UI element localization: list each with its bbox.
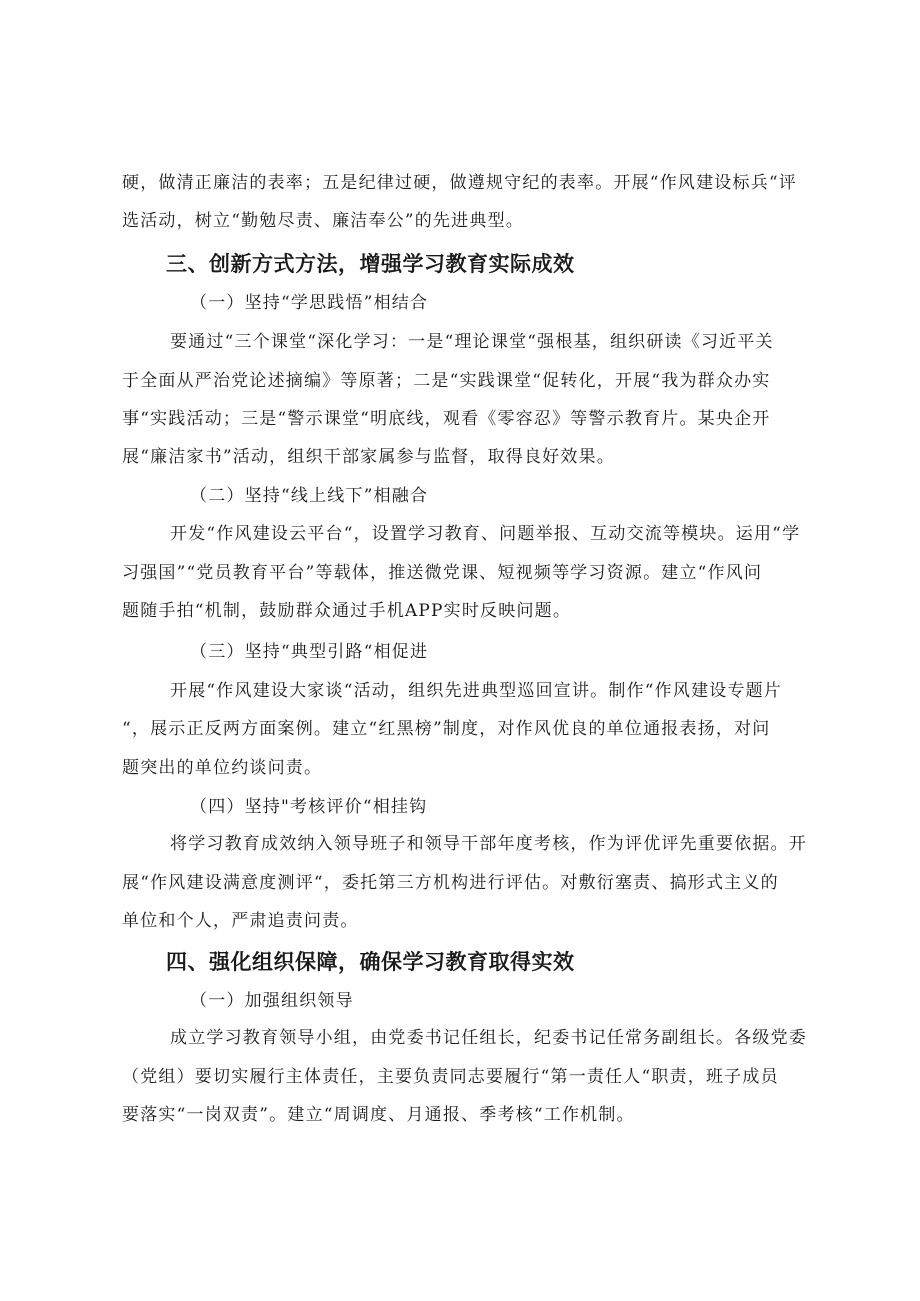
paragraph-line: 题突出的单位约谈问责。 [122,758,323,778]
paragraph-line: 于全面从严治党论述摘编》等原著；二是“实践课堂“促转化，开展“我为群众办实 [122,371,771,391]
subheading-3-3: （三）坚持“典型引路“相促进 [190,642,429,662]
section-heading-4: 四、强化组织保障，确保学习教育取得实效 [166,950,575,974]
subheading-3-4: （四）坚持"考核评价“相挂钩 [190,797,428,817]
paragraph-line: 成立学习教育领导小组，由党委书记任组长，纪委书记任常务副组长。各级党委 [170,1028,807,1048]
paragraph-line: 开发“作风建设云平台“，设置学习教育、问题举报、互动交流等模块。运用“学 [170,524,801,544]
paragraph-line: 事“实践活动；三是“警示课堂“明底线，观看《零容忍》等警示教育片。某央企开 [122,409,771,429]
paragraph-line: 单位和个人，严肃追责问责。 [122,911,359,931]
paragraph-line: 习强国”“党员教育平台”等载体，推送微党课、短视频等学习资源。建立“作风问 [122,563,763,583]
paragraph-line: （党组）要切实履行主体责任，主要负责同志要履行“第一责任人“职责，班子成员 [122,1067,779,1087]
paragraph-line: 将学习教育成效纳入领导班子和领导干部年度考核，作为评优评先重要依据。开 [170,834,807,854]
subheading-3-1: （一）坚持“学思践悟”相结合 [190,293,429,313]
paragraph-line: 开展“作风建设大家谈“活动，组织先进典型巡回宣讲。制作“作风建设专题片 [170,681,783,701]
paragraph-line: 展“廉洁家书”活动，组织干部家属参与监督，取得良好效果。 [122,447,615,467]
paragraph-line: 展“作风建设满意度测评“，委托第三方机构进行评估。对敷衍塞责、搞形式主义的 [122,873,779,893]
section-heading-3: 三、创新方式方法，增强学习教育实际成效 [166,252,575,276]
subheading-3-2: （二）坚持“线上线下”相融合 [190,486,429,506]
paragraph-line: 要落实“一岗双责”。建立“周调度、月通报、季考核“工作机制。 [122,1105,635,1125]
paragraph-line: 题随手拍“机制，鼓励群众通过手机APP实时反映问题。 [122,601,572,621]
paragraph-line: 硬，做清正廉洁的表率；五是纪律过硬，做遵规守纪的表率。开展“作风建设标兵“评 [122,173,797,193]
paragraph-line: 要通过“三个课堂“深化学习：一是“理论课堂“强根基，组织研读《习近平关 [170,332,774,352]
paragraph-line: 选活动，树立“勤勉尽责、廉洁奉公”的先进典型。 [122,211,524,231]
paragraph-line: “，展示正反两方面案例。建立“红黑榜”制度，对作风优良的单位通报表扬，对问 [122,719,771,739]
subheading-4-1: （一）加强组织领导 [190,991,354,1011]
